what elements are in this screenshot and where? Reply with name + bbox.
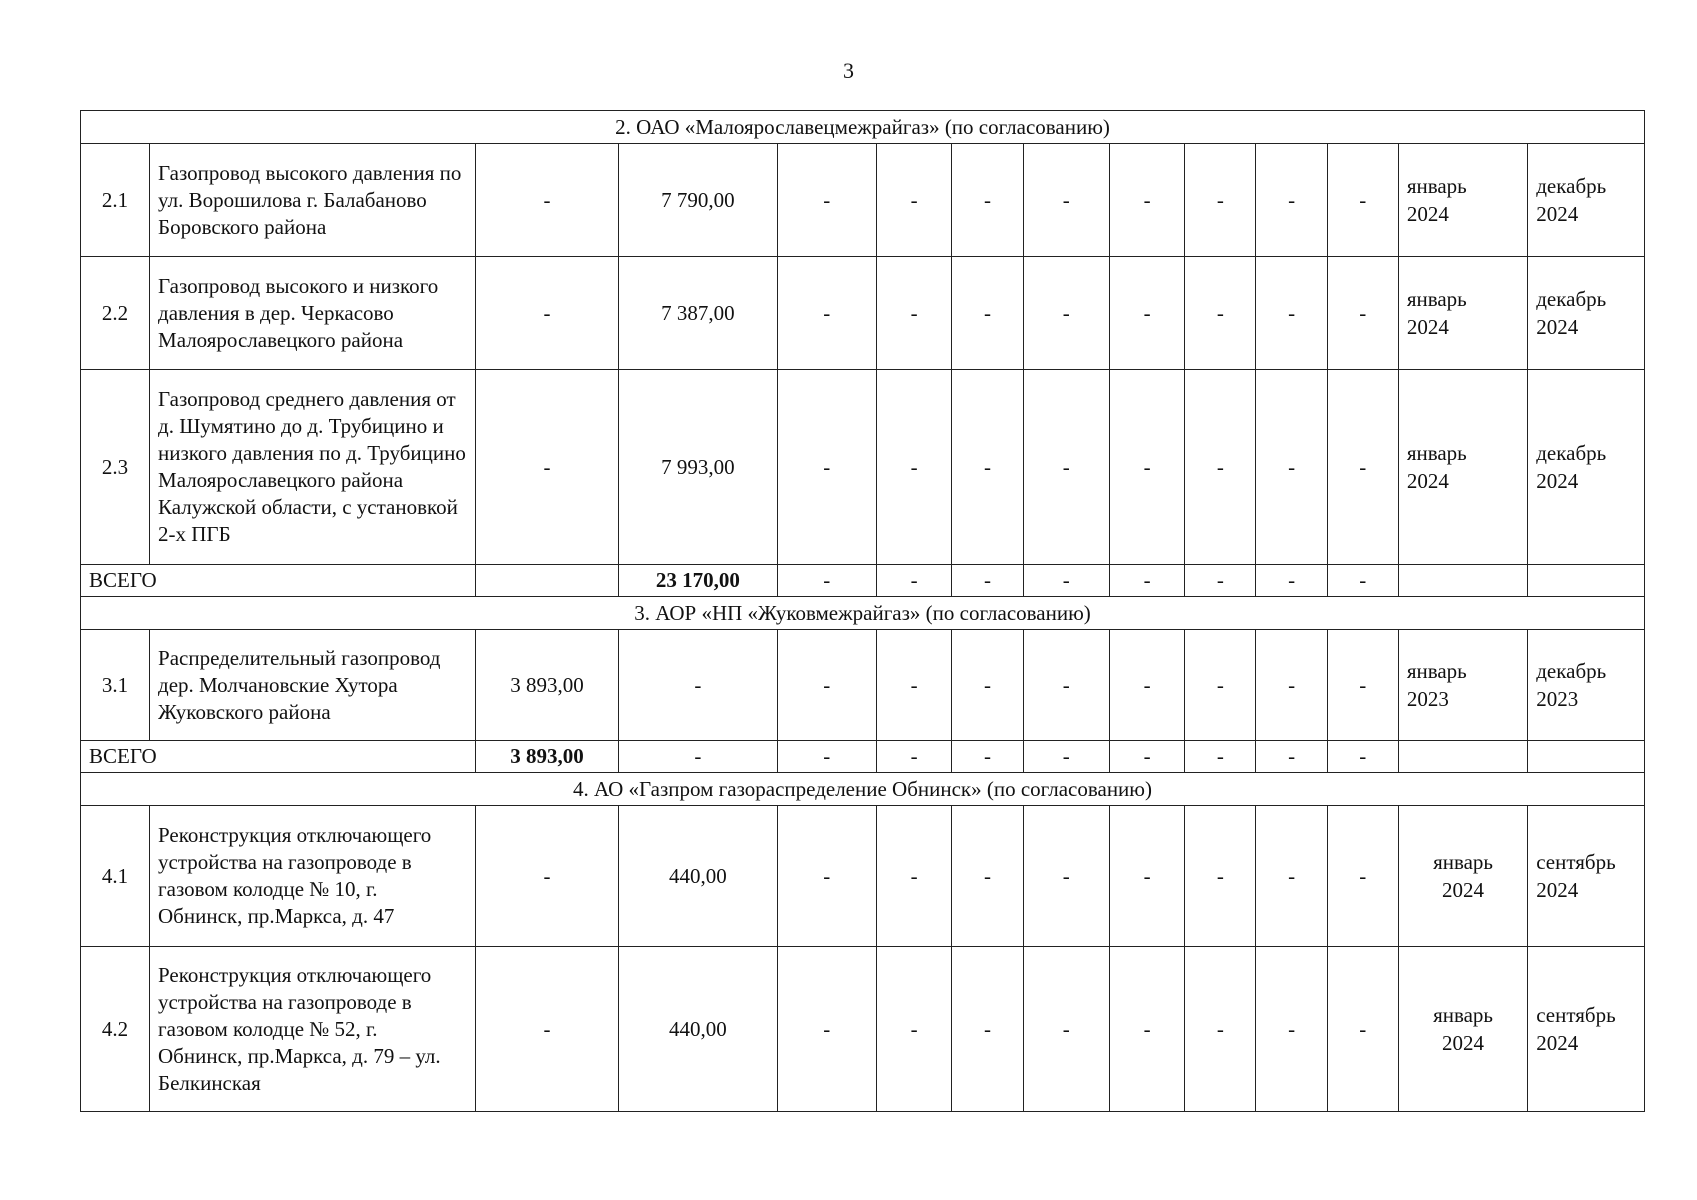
end-month: сентябрь [1536, 1003, 1616, 1027]
end-month: декабрь [1536, 287, 1607, 311]
value-cell: - [1023, 630, 1109, 741]
value-cell: - [1256, 144, 1327, 257]
end-date [1528, 144, 1645, 257]
total-value: - [1185, 565, 1256, 597]
value-cell: 440,00 [619, 947, 778, 1112]
start-month: январь [1433, 1003, 1493, 1027]
value-cell: - [1327, 806, 1398, 947]
section-title: 4. АО «Газпром газораспределение Обнинск» (по согласованию) [81, 773, 1645, 806]
section-header [81, 597, 1645, 630]
value-cell: - [1327, 144, 1398, 257]
end-year: 2024 [1536, 1031, 1579, 1055]
section-header [81, 111, 1645, 144]
start-month: январь [1406, 659, 1467, 683]
object-name: Газопровод среднего давления от д. Шумятино до д. Трубицино и низкого давления по д. Трубицино Малоярославецкого района Калужской области, с установкой 2-х ПГБ [150, 370, 476, 565]
table-row [81, 630, 1645, 741]
end-month: декабрь [1536, 441, 1607, 465]
value-cell: 7 387,00 [619, 257, 778, 370]
start-date [1398, 257, 1527, 370]
value-cell: 3 893,00 [475, 630, 618, 741]
table-row [81, 144, 1645, 257]
total-label: ВСЕГО [81, 741, 476, 773]
value-cell: - [777, 806, 876, 947]
program-table [80, 110, 1645, 1112]
value-cell: - [1023, 257, 1109, 370]
end-date [1528, 370, 1645, 565]
total-empty [1398, 741, 1527, 773]
end-year: 2024 [1536, 878, 1579, 902]
row-number: 3.1 [81, 630, 150, 741]
value-cell: - [619, 630, 778, 741]
total-value: - [777, 565, 876, 597]
value-cell: - [1185, 630, 1256, 741]
start-date [1398, 370, 1527, 565]
value-cell: - [475, 806, 618, 947]
value-cell: - [876, 144, 951, 257]
total-empty [1398, 565, 1527, 597]
row-number: 4.1 [81, 806, 150, 947]
value-cell: - [1256, 947, 1327, 1112]
end-date [1528, 947, 1645, 1112]
start-month: январь [1433, 850, 1493, 874]
total-value: 23 170,00 [619, 565, 778, 597]
total-value: - [1109, 741, 1184, 773]
value-cell: - [876, 257, 951, 370]
total-value: - [1327, 565, 1398, 597]
value-cell: - [1109, 806, 1184, 947]
start-year: 2023 [1406, 687, 1449, 711]
total-value: - [952, 741, 1023, 773]
start-year: 2024 [1442, 878, 1485, 902]
start-month: январь [1406, 174, 1467, 198]
value-cell: - [475, 370, 618, 565]
end-month: сентябрь [1536, 850, 1616, 874]
total-value: - [876, 741, 951, 773]
value-cell: - [1023, 947, 1109, 1112]
value-cell: - [777, 630, 876, 741]
value-cell: - [475, 947, 618, 1112]
value-cell: - [777, 257, 876, 370]
object-name: Распределительный газопровод дер. Молчановские Хутора Жуковского района [150, 630, 476, 741]
table-row [81, 370, 1645, 565]
object-name: Реконструкция отключающего устройства на газопроводе в газовом колодце № 52, г. Обнинск, пр.Маркса, д. 79 – ул. Белкинская [150, 947, 476, 1112]
start-date [1398, 806, 1527, 947]
total-label: ВСЕГО [81, 565, 476, 597]
value-cell: - [952, 370, 1023, 565]
value-cell: 440,00 [619, 806, 778, 947]
start-year: 2024 [1442, 1031, 1485, 1055]
value-cell: - [1185, 257, 1256, 370]
object-name: Реконструкция отключающего устройства на газопроводе в газовом колодце № 10, г. Обнинск, пр.Маркса, д. 47 [150, 806, 476, 947]
total-value: - [952, 565, 1023, 597]
section-title: 3. АОР «НП «Жуковмежрайгаз» (по согласованию) [81, 597, 1645, 630]
value-cell: - [952, 257, 1023, 370]
total-value: - [777, 741, 876, 773]
value-cell: - [1023, 370, 1109, 565]
start-date [1398, 144, 1527, 257]
value-cell: 7 790,00 [619, 144, 778, 257]
value-cell: - [1327, 947, 1398, 1112]
end-year: 2024 [1536, 315, 1579, 339]
value-cell: - [1256, 257, 1327, 370]
value-cell: - [952, 630, 1023, 741]
value-cell: - [876, 630, 951, 741]
section-title: 2. ОАО «Малоярославецмежрайгаз» (по согласованию) [81, 111, 1645, 144]
table-row [81, 806, 1645, 947]
end-date [1528, 806, 1645, 947]
total-value: - [1185, 741, 1256, 773]
start-month: январь [1406, 287, 1467, 311]
value-cell: - [475, 144, 618, 257]
value-cell: - [777, 947, 876, 1112]
value-cell: - [1185, 370, 1256, 565]
total-empty [1528, 741, 1645, 773]
value-cell: - [1256, 630, 1327, 741]
start-year: 2024 [1406, 469, 1449, 493]
total-row [81, 565, 1645, 597]
start-month: январь [1406, 441, 1467, 465]
value-cell: - [1185, 144, 1256, 257]
end-date [1528, 630, 1645, 741]
value-cell: - [777, 370, 876, 565]
start-date [1398, 947, 1527, 1112]
value-cell: - [1185, 947, 1256, 1112]
row-number: 4.2 [81, 947, 150, 1112]
end-year: 2024 [1536, 202, 1579, 226]
value-cell: - [1023, 144, 1109, 257]
end-month: декабрь [1536, 174, 1607, 198]
value-cell: - [1109, 144, 1184, 257]
total-value: - [1256, 741, 1327, 773]
total-value [475, 565, 618, 597]
start-date [1398, 630, 1527, 741]
value-cell: - [876, 370, 951, 565]
object-name: Газопровод высокого давления по ул. Ворошилова г. Балабаново Боровского района [150, 144, 476, 257]
value-cell: - [777, 144, 876, 257]
row-number: 2.2 [81, 257, 150, 370]
value-cell: - [1109, 257, 1184, 370]
total-value: - [1023, 741, 1109, 773]
value-cell: - [1327, 370, 1398, 565]
total-value: - [1256, 565, 1327, 597]
row-number: 2.3 [81, 370, 150, 565]
end-date [1528, 257, 1645, 370]
value-cell: - [1327, 257, 1398, 370]
total-row [81, 741, 1645, 773]
value-cell: - [876, 947, 951, 1112]
value-cell: - [952, 144, 1023, 257]
value-cell: - [952, 806, 1023, 947]
total-value: - [876, 565, 951, 597]
end-month: декабрь [1536, 659, 1607, 683]
value-cell: - [1256, 806, 1327, 947]
value-cell: - [952, 947, 1023, 1112]
end-year: 2024 [1536, 469, 1579, 493]
value-cell: - [475, 257, 618, 370]
value-cell: 7 993,00 [619, 370, 778, 565]
row-number: 2.1 [81, 144, 150, 257]
total-value: - [619, 741, 778, 773]
value-cell: - [1327, 630, 1398, 741]
value-cell: - [1109, 947, 1184, 1112]
table-row [81, 257, 1645, 370]
object-name: Газопровод высокого и низкого давления в дер. Черкасово Малоярославецкого района [150, 257, 476, 370]
value-cell: - [1185, 806, 1256, 947]
value-cell: - [1109, 370, 1184, 565]
start-year: 2024 [1406, 202, 1449, 226]
start-year: 2024 [1406, 315, 1449, 339]
value-cell: - [1256, 370, 1327, 565]
page-number: 3 [843, 58, 854, 83]
total-value: - [1023, 565, 1109, 597]
total-value: - [1327, 741, 1398, 773]
end-year: 2023 [1536, 687, 1579, 711]
total-value: - [1109, 565, 1184, 597]
section-header [81, 773, 1645, 806]
table-row [81, 947, 1645, 1112]
total-empty [1528, 565, 1645, 597]
value-cell: - [1109, 630, 1184, 741]
value-cell: - [876, 806, 951, 947]
total-value: 3 893,00 [475, 741, 618, 773]
value-cell: - [1023, 806, 1109, 947]
